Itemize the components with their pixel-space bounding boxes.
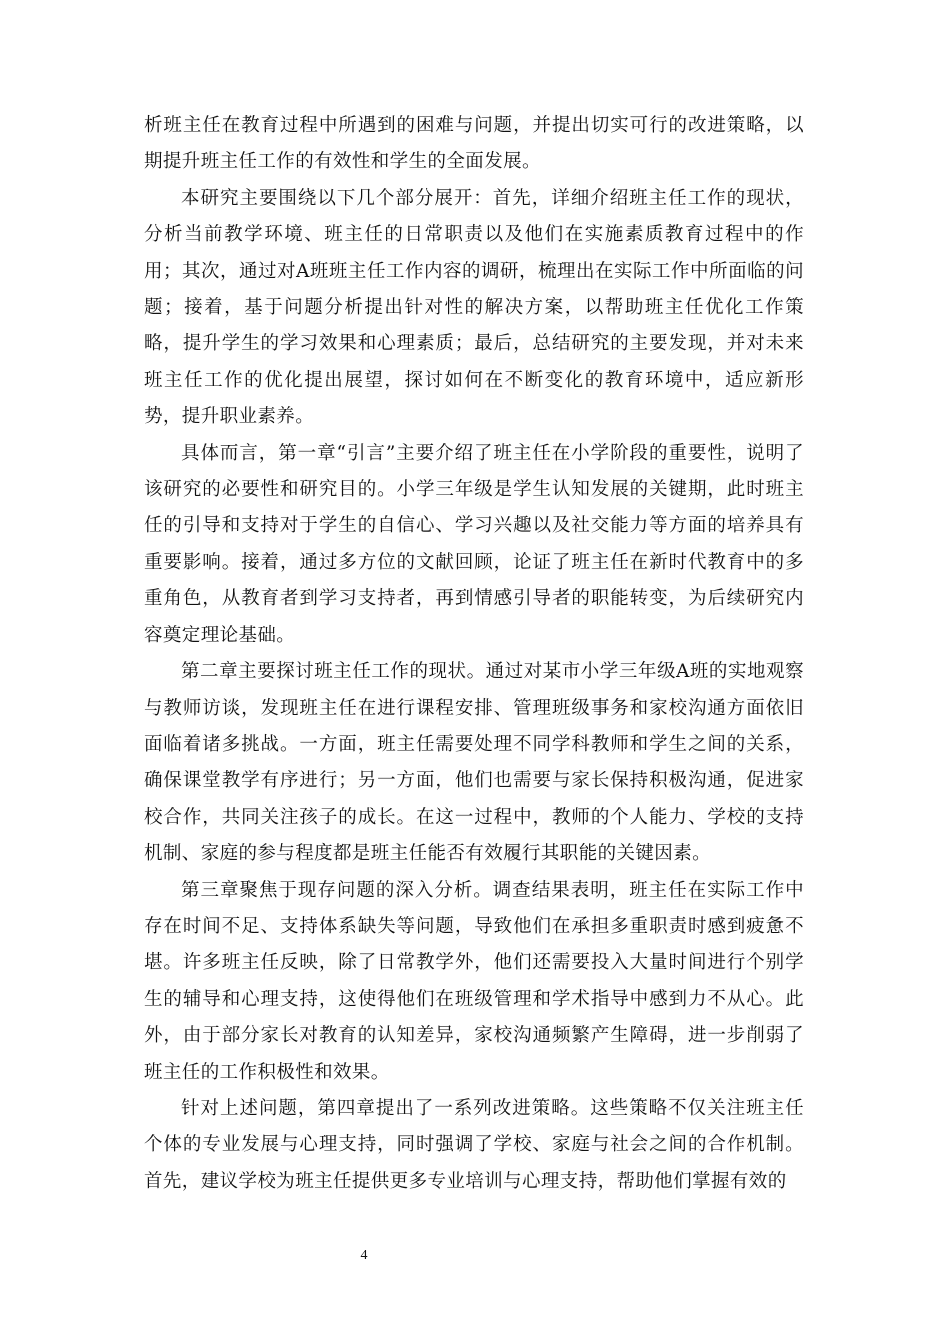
paragraph-research-outline: 本研究主要围绕以下几个部分展开：首先，详细介绍班主任工作的现状，分析当前教学环境、班主任的日常职责以及他们在实施素质教育过程中的作用；其次，通过对A班班主任工作内容的调研，梳理出在实际工作中所面临的问题；接着，基于问题分析提出针对性的解决方案，以帮助班主任优化工作策略，提升学生的学习效果和心理素质；最后，总结研究的主要发现，并对未来班主任工作的优化提出展望，探讨如何在不断变化的教育环境中，适应新形势，提升职业素养。 bbox=[144, 187, 804, 428]
paragraph-chapter-three: 第三章聚焦于现存问题的深入分析。调查结果表明，班主任在实际工作中存在时间不足、支持体系缺失等问题，导致他们在承担多重职责时感到疲惫不堪。许多班主任反映，除了日常教学外，他们还需要投入大量时间进行个别学生的辅导和心理支持，这使得他们在班级管理和学术指导中感到力不从心。此外，由于部分家长对教育的认知差异，家校沟通频繁产生障碍，进一步削弱了班主任的工作积极性和效果。 bbox=[144, 879, 804, 1083]
page-number: 4 bbox=[360, 1248, 368, 1263]
paragraph-chapter-two: 第二章主要探讨班主任工作的现状。通过对某市小学三年级A班的实地观察与教师访谈，发现班主任在进行课程安排、管理班级事务和家校沟通方面依旧面临着诸多挑战。一方面，班主任需要处理不同学科教师和学生之间的关系，确保课堂教学有序进行；另一方面，他们也需要与家长保持积极沟通，促进家校合作，共同关注孩子的成长。在这一过程中，教师的个人能力、学校的支持机制、家庭的参与程度都是班主任能否有效履行其职能的关键因素。 bbox=[144, 661, 804, 865]
body-text bbox=[144, 108, 804, 1200]
paragraph-chapter-one: 具体而言，第一章“引言”主要介绍了班主任在小学阶段的重要性，说明了该研究的必要性和研究目的。小学三年级是学生认知发展的关键期，此时班主任的引导和支持对于学生的自信心、学习兴趣以及社交能力等方面的培养具有重要影响。接着，通过多方位的文献回顾，论证了班主任在新时代教育中的多重角色，从教育者到学习支持者，再到情感引导者的职能转变，为后续研究内容奠定理论基础。 bbox=[144, 442, 804, 646]
paragraph-continuation: 析班主任在教育过程中所遇到的困难与问题，并提出切实可行的改进策略，以期提升班主任工作的有效性和学生的全面发展。 bbox=[144, 115, 804, 173]
paragraph-chapter-four: 针对上述问题，第四章提出了一系列改进策略。这些策略不仅关注班主任个体的专业发展与心理支持，同时强调了学校、家庭与社会之间的合作机制。首先，建议学校为班主任提供更多专业培训与心理支持，帮助他们掌握有效的 bbox=[144, 1097, 804, 1192]
